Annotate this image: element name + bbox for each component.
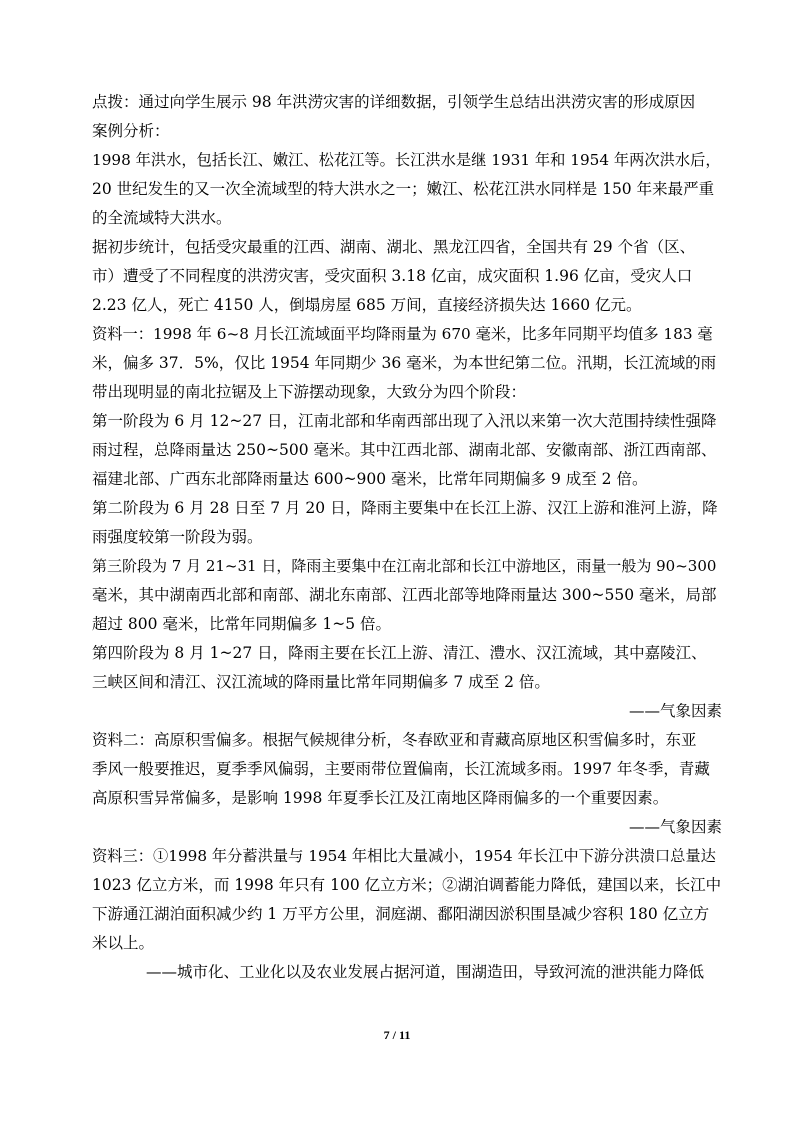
text-line: 第二阶段为 6 月 28 日至 7 月 20 日，降雨主要集中在长江上游、汉江上游和淮河上游，降 — [92, 499, 718, 517]
text-line: 第一阶段为 6 月 12~27 日，江南北部和华南西部出现了入汛以来第一次大范围持续性强降 — [92, 412, 717, 430]
text-line: 的全流域特大洪水。 — [92, 209, 232, 227]
text-line: 据初步统计，包括受灾最重的江西、湖南、湖北、黑龙江四省，全国共有 29 个省（区、 — [92, 238, 696, 256]
text-line: 点拨：通过向学生展示 98 年洪涝灾害的详细数据，引领学生总结出洪涝灾害的形成原因 — [92, 93, 696, 111]
attribution-line: ——气象因素 — [628, 702, 722, 720]
text-line: 第三阶段为 7 月 21~31 日，降雨主要集中在江南北部和长江中游地区，雨量一般为 90~300 — [92, 557, 717, 575]
text-line: 雨过程，总降雨量达 250~500 毫米。其中江西北部、湖南北部、安徽南部、浙江西南部、 — [92, 441, 717, 459]
text-line: 超过 800 毫米，比常年同期偏多 1~5 倍。 — [92, 615, 392, 633]
text-line: 2.23 亿人，死亡 4150 人，倒塌房屋 685 万间，直接经济损失达 1660 亿元。 — [92, 296, 642, 314]
text-line: 米，偏多 37．5%，仅比 1954 年同期少 36 毫米，为本世纪第二位。汛期，长江流域的雨 — [92, 354, 717, 372]
text-line: 1023 亿立方米，而 1998 年只有 100 亿立方米；②湖泊调蓄能力降低，建国以来，长江中 — [92, 876, 722, 894]
page-number: 7 / 11 — [383, 1028, 411, 1042]
text-line: 下游通江湖泊面积减少约 1 万平方公里，洞庭湖、鄱阳湖因淤积围垦减少容积 180 亿立方 — [92, 905, 710, 923]
text-line: 雨强度较第一阶段为弱。 — [92, 528, 263, 546]
text-line: 资料三：①1998 年分蓄洪量与 1954 年相比大量减小，1954 年长江中下游分洪溃口总量达 — [92, 847, 716, 865]
text-line: 福建北部、广西东北部降雨量达 600~900 毫米，比常年同期偏多 9 成至 2 倍。 — [92, 470, 648, 488]
text-line: 案例分析： — [92, 122, 170, 140]
text-line: 1998 年洪水，包括长江、嫩江、松花江等。长江洪水是继 1931 年和 1954 年两次洪水后， — [92, 151, 721, 169]
text-line: 带出现明显的南北拉锯及上下游摆动现象，大致分为四个阶段： — [92, 383, 527, 401]
text-line: 季风一般要推迟，夏季季风偏弱，主要雨带位置偏南，长江流域多雨。1997 年冬季，青藏 — [92, 760, 710, 778]
text-line: 米以上。 — [92, 934, 155, 952]
document-body — [92, 88, 722, 987]
text-line: 毫米，其中湖南西北部和南部、湖北东南部、江西北部等地降雨量达 300~550 毫米，局部 — [92, 586, 717, 604]
text-line: 资料一：1998 年 6~8 月长江流域面平均降雨量为 670 毫米，比多年同期平均值多 183 毫 — [92, 325, 713, 343]
text-line: 市）遭受了不同程度的洪涝灾害，受灾面积 3.18 亿亩，成灾面积 1.96 亿亩，受灾人口 — [92, 267, 693, 285]
text-line: 高原积雪异常偏多，是影响 1998 年夏季长江及江南地区降雨偏多的一个重要因素。 — [92, 789, 669, 807]
text-line: 20 世纪发生的又一次全流域型的特大洪水之一；嫩江、松花江洪水同样是 150 年来最严重 — [92, 180, 715, 198]
attribution-line: ——气象因素 — [628, 818, 722, 836]
attribution-line: ——城市化、工业化以及农业发展占据河道，围湖造田，导致河流的泄洪能力降低 — [146, 963, 705, 981]
text-line: 资料二：高原积雪偏多。根据气候规律分析，冬春欧亚和青藏高原地区积雪偏多时，东亚 — [92, 731, 697, 749]
text-line: 三峡区间和清江、汉江流域的降雨量比常年同期偏多 7 成至 2 倍。 — [92, 673, 550, 691]
text-line: 第四阶段为 8 月 1~27 日，降雨主要在长江上游、清江、澧水、汉江流域，其中嘉陵江、 — [92, 644, 707, 662]
